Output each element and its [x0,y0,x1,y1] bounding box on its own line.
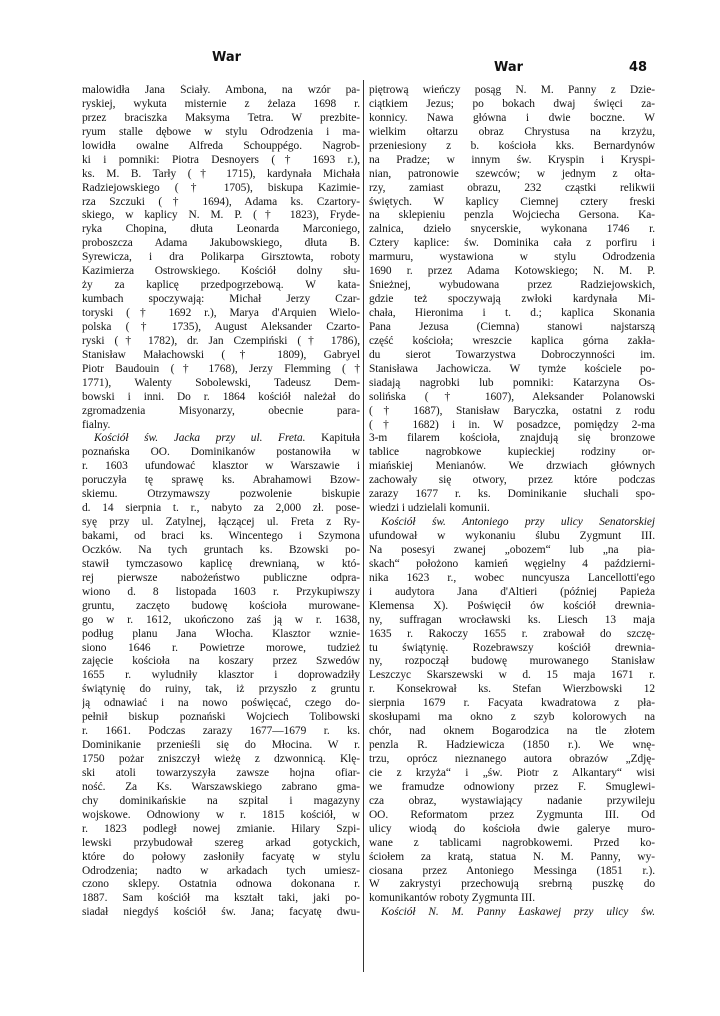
text-line [369,851,655,865]
line-text: W zakrystyi przechowują srebrną puszkę do [369,878,655,891]
text-line [369,279,655,293]
text-line [369,321,655,335]
text-line [369,405,655,419]
line-text: Kapituła [305,432,360,445]
line-text: komunikantów roboty Zygmunta III. [369,892,536,905]
line-text: 1887. Sam kościół ma kształt taki, jaki po- [82,892,360,905]
text-line [82,112,360,126]
text-line [369,502,655,516]
line-text: sierpnia 1679 r. Facyata kwadratowa z pła- [369,697,655,710]
line-text: skiemu. Otrzymawszy pozwolenie biskupie [82,488,360,501]
text-line [82,84,360,98]
left-text-column [82,84,360,920]
text-line [82,335,360,349]
text-line [369,655,655,669]
text-line [82,209,360,223]
line-text: chór, nad oknem Bogarodzica na tle złotem [369,725,655,738]
text-line [82,154,360,168]
line-text: ją odnawiać i na nowo poświęcać, czego do- [82,697,360,710]
line-text: świątynię do ruiny, tak, iż przyszło z gruntu [82,683,360,696]
text-line [82,628,360,642]
line-text: czono sklepy. Ostatnia odnowa dokonana r. [82,878,360,891]
line-text: Stanisław Małachowski († 1809), Gabryel [82,348,360,361]
text-line [369,572,655,586]
line-text: 1655 r. wyludniły klasztor i doprowadziły [82,669,360,682]
text-line [82,279,360,293]
text-line [369,126,655,140]
text-line [369,781,655,795]
line-text: część kościoła; wreszcie kaplica górna zakła- [369,334,655,347]
line-text: solińska († 1607), Aleksander Polanowski [369,390,655,403]
line-text: wielkim ołtarzu obraz Chrystusa na krzyżu, [369,125,655,138]
text-line [369,906,655,920]
text-line [82,809,360,823]
text-line [369,795,655,809]
line-text: podług planu Jana Włocha. Klasztor wznie- [82,627,360,640]
line-text: lowidła owalne Alfreda Schouppégo. Nagrob- [82,139,360,152]
text-line [369,711,655,725]
line-text: przeniesiony z b. kościoła kks. Bernardynów [369,139,655,152]
text-line [369,669,655,683]
line-text: rzy, zamiast obrazu, 232 cząstki relikwii [369,181,655,194]
text-line [82,196,360,210]
text-line [369,739,655,753]
text-line [369,168,655,182]
text-line [82,823,360,837]
text-line [82,669,360,683]
text-line [369,140,655,154]
line-text: siadają nagrobki lub pomniki: Katarzyna Os- [369,376,655,389]
line-text: skosłupami ma okno z szyb kolorowych na [369,711,655,724]
line-text: fialny. [82,418,111,431]
text-line [82,377,360,391]
line-text: ność. Za Ks. Warszawskiego zabrano gma- [82,780,360,793]
line-text: († 1682) i in. W posadzce, pomiędzy 2-ma [369,418,655,431]
text-line [82,906,360,920]
text-line [82,878,360,892]
line-text: tablice nagrobkowe kupieckiej rodziny or- [369,446,655,459]
text-line [82,502,360,516]
text-line [369,251,655,265]
text-line [369,767,655,781]
line-text: siadał niegdyś kościół św. Jana; facyatę dwu- [82,906,360,919]
column-divider [363,80,364,972]
line-text: skiego, w kaplicy N. M. P. († 1823), Fryde- [82,209,360,222]
line-text: chy dominikańskie na szpital i magazyny [82,794,360,807]
text-line [82,530,360,544]
text-line [369,223,655,237]
section-heading-italic: Kościół N. M. Panny Łaskawej przy ulicy św. [381,906,655,919]
line-text: Syrewicza, i dra Polikarpa Girsztowta, roboty [82,251,360,264]
line-text: ży za kaplicę przedpogrzebową. W kata- [82,279,360,292]
line-text: zalnica, dzieło snycerskie, wykonana 1746 r. [369,223,655,236]
text-line [82,655,360,669]
line-text: które do połowy zasłoniły facyatę w stylu [82,850,360,863]
page-number: 48 [629,60,648,75]
line-text: r. 1603 ufundować klasztor w Warszawie i [82,460,360,473]
text-line [82,405,360,419]
line-text: toryski († 1692 r.), Marya d'Arquien Wielo- [82,307,360,319]
text-line [369,460,655,474]
line-text: wiedzi i udzielali komunii. [369,502,490,515]
line-text: zajęcie kościoła na koszary przez Szwedów [82,655,360,668]
line-text: Pana Jezusa (Ciemna) stanowi najstarszą [369,320,655,333]
text-line [82,223,360,237]
line-text: r. Konsekrował ks. Stefan Wierzbowski 12 [369,683,655,696]
line-text: ny, rozpoczął budowę murowanego Stanisław [369,655,655,668]
right-text-column [369,84,655,920]
line-text: ulicy wiodą do kościoła dwie galerye muro- [369,822,655,835]
text-line [82,837,360,851]
text-line [369,586,655,600]
line-text: tu świątynię. Rozebrawszy kościół drewnia- [369,641,655,654]
text-line [82,432,360,446]
text-line [369,391,655,405]
line-text: Radziejowskiego († 1705), biskupa Kazimie- [82,181,360,194]
text-line [82,363,360,377]
text-line [369,419,655,433]
text-line [369,474,655,488]
text-line [82,126,360,140]
line-text: wiono d. 8 listopada 1603 r. Przykupiwszy [82,585,360,598]
line-text: 1771), Walenty Sobolewski, Tadeusz Dem- [82,376,360,389]
line-text: Odrodzenia; nadto w arkadach tych umiesz- [82,864,360,877]
line-text: rej pierwsze nabożeństwo publiczne odpra- [82,571,360,584]
running-header [0,50,720,74]
line-text: wane z tablicami nagrobkowemi. Przed ko- [369,836,655,849]
text-line [82,767,360,781]
text-line [82,516,360,530]
text-line [82,293,360,307]
line-text: ski atoli towarzyszyła zawsze hojna ofiar- [82,766,360,779]
text-line [82,642,360,656]
line-text: Śnieżnej, wybudowana przez Radziejowskich, [369,279,655,292]
line-text: ufundował w wykonaniu ślubu Zygmunt III. [369,530,655,542]
line-text: d. 14 sierpnia t. r., nabyto za 2,000 zł. pose- [82,502,360,515]
line-text: go w r. 1612, ukończono zaś ją w r. 1638, [82,613,360,626]
section-heading-italic: Kościół św. Jacka przy ul. Freta. [94,432,306,445]
text-line [82,614,360,628]
text-line [82,781,360,795]
line-text: OO. Reformatom przez Zygmunta III. Od [369,808,655,821]
line-text: Stanisława Jachowicza. W tymże kościele po- [369,362,655,375]
text-line [82,237,360,251]
text-line [82,865,360,879]
text-line [369,84,655,98]
line-text: Oczków. Na tych gruntach ks. Bzowski po- [82,543,360,556]
text-line [82,725,360,739]
text-line [82,140,360,154]
text-line [82,251,360,265]
text-line [369,335,655,349]
text-line [82,892,360,906]
text-line [82,460,360,474]
line-text: poruczyła tę sprawę ks. Abrahamowi Bzow- [82,474,360,487]
text-line [82,391,360,405]
line-text: bowski i inni. Do r. 1864 kościół należał do [82,390,360,403]
line-text: Leszczyc Skarszewski w d. 15 maja 1671 r. [369,669,655,682]
line-text: i audytora Jana d'Altieri (później Papieża [369,585,655,598]
text-line [369,725,655,739]
line-text: ny, suffragan wrocławski ks. Liesch 13 maja [369,613,655,626]
text-line [369,628,655,642]
text-line [82,419,360,433]
text-line [82,182,360,196]
line-text: zachowały się otwory, przez które podczas [369,474,655,487]
text-line [82,265,360,279]
text-line [82,168,360,182]
text-line [82,683,360,697]
text-line [82,739,360,753]
line-text: miańskiej Menianów. We drzwiach głównych [369,460,655,473]
text-line [369,446,655,460]
line-text: poznańska OO. Dominikanów postanowiła w [82,446,360,459]
line-text: 1635 r. Rakoczy 1655 r. zrabował do szczę- [369,627,655,640]
text-line [369,307,655,321]
line-text: Klemensa X). Poświęcił ów kościół drewnia- [369,599,655,612]
line-text: przez braciszka Maksyma Tetra. W prezbite- [82,111,360,124]
text-line [82,697,360,711]
line-text: († 1687), Stanisław Baryczka, ostatni z rodu [369,404,655,417]
line-text: na Pradze; w innym św. Kryspin i Kryspi- [369,153,655,166]
line-text: ryskiej, wykuta misternie z żelaza 1698 r. [82,97,360,110]
header-right-keyword: War [494,60,524,75]
text-line [369,182,655,196]
line-text: skach“ położono kamień węgielny 4 październi- [369,557,655,570]
line-text: zarazy 1677 r. ks. Dominikanie słuchali spo- [369,488,655,501]
text-line [82,586,360,600]
text-line [369,98,655,112]
line-text: chała, Hieronima i t. d.; kaplica Skonania [369,307,655,319]
text-line [369,349,655,363]
text-line [369,544,655,558]
text-line [369,558,655,572]
text-line [82,488,360,502]
text-line [369,642,655,656]
line-text: wojskowe. Odnowiony w r. 1815 kościół, w [82,808,360,821]
line-text: 1750 pożar zniszczył wieżę z dzwonnicą. Klę- [82,753,360,765]
line-text: malowidła Jana Ściały. Ambona, na wzór pa- [82,84,360,96]
text-line [369,865,655,879]
line-text: ryum stalle dębowe w stylu Odrodzenia i ma- [82,125,360,138]
line-text: cie z krzyża“ i „św. Piotr z Alkantary“ wisi [369,766,655,779]
line-text: syę przy ul. Zatylnej, łączącej ul. Freta z Ry- [82,516,360,529]
line-text: r. 1661. Podczas zarazy 1677—1679 r. ks. [82,725,360,738]
line-text: na sklepieniu penzla Wojciecha Gersona. Ka- [369,209,655,222]
header-left-keyword: War [212,50,242,65]
line-text: nian, patronowie szewców; w jednym z ołta- [369,167,655,180]
text-line [369,892,655,906]
text-line [82,544,360,558]
line-text: stawił tymczasowo kaplicę drewnianą, w któ- [82,557,360,570]
text-line [369,432,655,446]
line-text: świętych. W kaplicy Ciemnej cztery freski [369,195,655,208]
text-line [369,600,655,614]
text-line [369,697,655,711]
line-text: gruntu, zaczęto budowę kościoła murowane- [82,599,360,612]
line-text: marmuru, wystawiona w stylu Odrodzenia [369,251,655,264]
text-line [369,237,655,251]
line-text: polska († 1735), August Aleksander Czarto- [82,320,360,333]
line-text: ciątkiem Jezus; po bokach dwaj święci za- [369,97,655,110]
text-line [82,711,360,725]
line-text: ki i pomniki: Piotra Desnoyers († 1693 r.), [82,153,360,166]
line-text: ściołem za kratą, statua N. M. Panny, wy- [369,850,655,863]
line-text: rza Szczuki († 1694), Adama ks. Czartory- [82,195,360,208]
text-line [369,809,655,823]
text-line [369,878,655,892]
line-text: ciosana przez Antoniego Messinga (1851 r.). [369,864,655,877]
line-text: 1690 r. przez Adama Kotowskiego; N. M. P. [369,265,655,278]
line-text: Piotr Baudouin († 1768), Jerzy Flemming († [82,362,360,375]
text-line [369,614,655,628]
text-line [369,530,655,544]
text-line [369,196,655,210]
text-line [82,600,360,614]
line-text: zgromadzenia Misyonarzy, obecnie para- [82,404,360,417]
line-text: proboszcza Adama Jakubowskiego, dłuta B. [82,237,360,250]
text-line [82,446,360,460]
text-line [82,98,360,112]
text-line [369,377,655,391]
text-line [82,474,360,488]
text-line [369,363,655,377]
text-line [369,293,655,307]
line-text: cza obraz, wystawiający nadanie przywileju [369,794,655,807]
text-line [82,753,360,767]
text-line [82,349,360,363]
line-text: ks. M. B. Tarły († 1715), kardynała Michała [82,167,360,180]
line-text: kumbach spoczywają: Michał Jerzy Czar- [82,293,360,306]
section-heading-italic: Kościół św. Antoniego przy ulicy Senatorskiej [381,516,655,529]
line-text: lewski przybudował szereg arkad gotyckich, [82,836,360,849]
line-text: Dominikanie przenieśli się do Młocina. W r. [82,739,360,752]
line-text: 3-m filarem kościoła, znajdują się bronzowe [369,432,655,445]
line-text: Cztery kaplice: św. Dominika cała z porfiru i [369,237,655,250]
line-text: nika 1623 r., wobec nuncyusza Lancellotti'ego [369,571,655,584]
line-text: gdzie też spoczywają zwłoki kardynała Mi- [369,293,655,306]
text-line [369,823,655,837]
text-line [369,837,655,851]
line-text: pełnił biskup poznański Wojciech Tolibowski [82,711,360,724]
text-line [82,558,360,572]
text-line [82,321,360,335]
line-text: konnicy. Nawa główna i dwie boczne. W [369,111,655,124]
text-line [82,851,360,865]
text-line [369,683,655,697]
text-line [369,112,655,126]
text-line [369,488,655,502]
line-text: piętrową wieńczy posąg N. M. Panny z Dzie- [369,84,655,96]
line-text: Kazimierza Ostrowskiego. Kościół dolny słu- [82,265,360,278]
text-line [369,753,655,767]
text-line [82,795,360,809]
line-text: ryka Chopina, dłuta Leonarda Marconiego, [82,223,360,236]
line-text: penzla R. Hadziewicza (1850 r.). We wnę- [369,739,655,752]
line-text: du sierot Towarzystwa Dobroczynności im. [369,348,655,361]
line-text: Na posesyi zwanej „obozem“ lub „na pia- [369,543,655,556]
line-text: bakami, od braci ks. Wincentego i Szymona [82,530,360,542]
line-text: we framudze odnowiony przez F. Smuglewi- [369,780,655,793]
text-line [369,265,655,279]
line-text: siono 1646 r. Powietrze morowe, tudzież [82,641,360,654]
text-line [369,154,655,168]
line-text: ryski († 1782), dr. Jan Czempiński († 1786), [82,334,360,347]
text-line [369,209,655,223]
text-line [369,516,655,530]
text-line [82,572,360,586]
line-text: r. 1823 podległ nowej zmianie. Hilary Szpi- [82,822,360,835]
line-text: trzu, oprócz nieznanego autora obrazów „Zdję- [369,753,655,765]
text-line [82,307,360,321]
